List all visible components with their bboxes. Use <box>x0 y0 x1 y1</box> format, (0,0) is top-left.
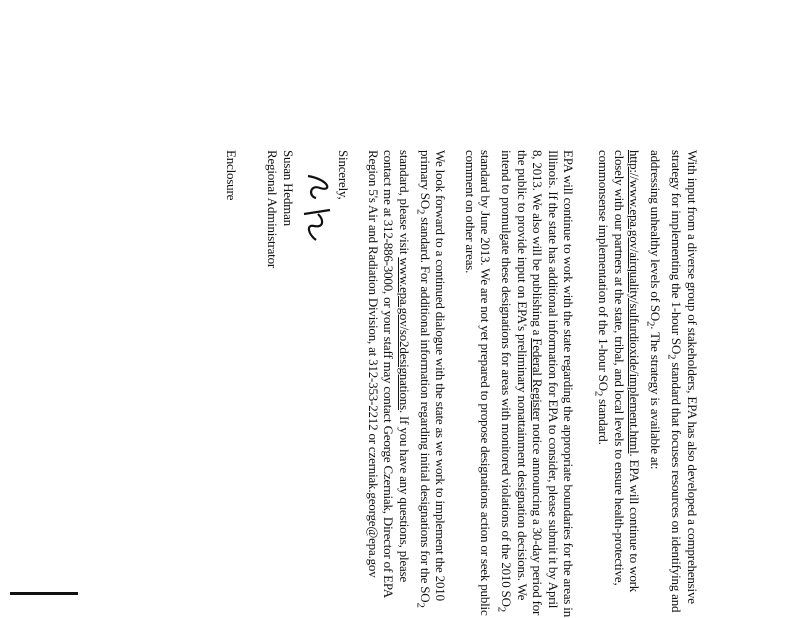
paragraph-strategy <box>590 150 700 618</box>
subscript: 2 <box>495 606 508 612</box>
text-segment: standard by June 2013. We are not yet prepared to propose designations action or seek public comment on other areas. <box>462 150 494 616</box>
closing: Sincerely, <box>336 150 352 200</box>
signature-scribble-icon <box>298 170 338 260</box>
strategy-link[interactable]: http://www.epa.gov/airquality/sulfurdioxide/implement.html <box>627 150 643 454</box>
subscript: 2 <box>665 354 678 360</box>
federal-register-text: Federal Register <box>530 338 546 421</box>
subscript: 2 <box>414 209 427 215</box>
signature <box>296 150 330 618</box>
text-segment: . EPA will continue to work closely with our partners at the state, tribal, and local levels to ensure health-protective, commonsense implementation of the 1-hour SO <box>596 150 643 593</box>
horizontal-rule <box>10 592 78 595</box>
text-segment: . The strategy is available at: <box>648 326 664 470</box>
text-segment: EPA will continue to work with the state regarding the appropriate boundaries for the areas in Illinois. If the state has additional information for EPA to consider, please submit it by April 8, 2013. We also will be publishing a <box>530 150 577 618</box>
designations-link[interactable]: www.epa.gov/so2designations <box>396 257 412 410</box>
signer-title: Regional Administrator <box>265 150 281 269</box>
signer-name: Susan Hedman <box>280 150 296 226</box>
text-segment: . If you have any questions, please contact me at 312-886-3000, or your staff may contact George Czerniak, Director of EPA Region 5's Air and Radiation Division, at 312-353-2212 or czerniak.george@epa.gov <box>365 150 412 598</box>
paragraph-dialogue <box>365 150 448 618</box>
subscript: 2 <box>592 390 605 397</box>
rotated-letter-body <box>60 150 700 618</box>
text-segment: standard. <box>596 396 612 445</box>
text-segment: standard. For additional information regarding initial designations for the SO <box>417 214 433 603</box>
enclosure-label: Enclosure <box>223 150 239 201</box>
subscript: 2 <box>644 321 657 327</box>
text-segment: standard that focuses resources on identifying and addressing unhealthy levels of SO <box>648 150 685 613</box>
text-segment: With input from a diverse group of stakeholders, EPA has also developed a comprehensive strategy for implementing the 1-hour SO <box>669 150 700 604</box>
text-segment: notice announcing a 30-day period for the public to provide input on EPA's preliminary nonattainment designation decisions. We intend to promulgate these designations for areas with monitored violations of the 2010 SO <box>499 150 546 616</box>
paragraph-boundaries <box>462 150 576 618</box>
text-segment: standard, please visit <box>396 150 412 258</box>
text-segment: We look forward to a continued dialogue with the state as we work to implement the 2010 primary SO <box>417 150 449 601</box>
subscript: 2 <box>414 602 427 608</box>
